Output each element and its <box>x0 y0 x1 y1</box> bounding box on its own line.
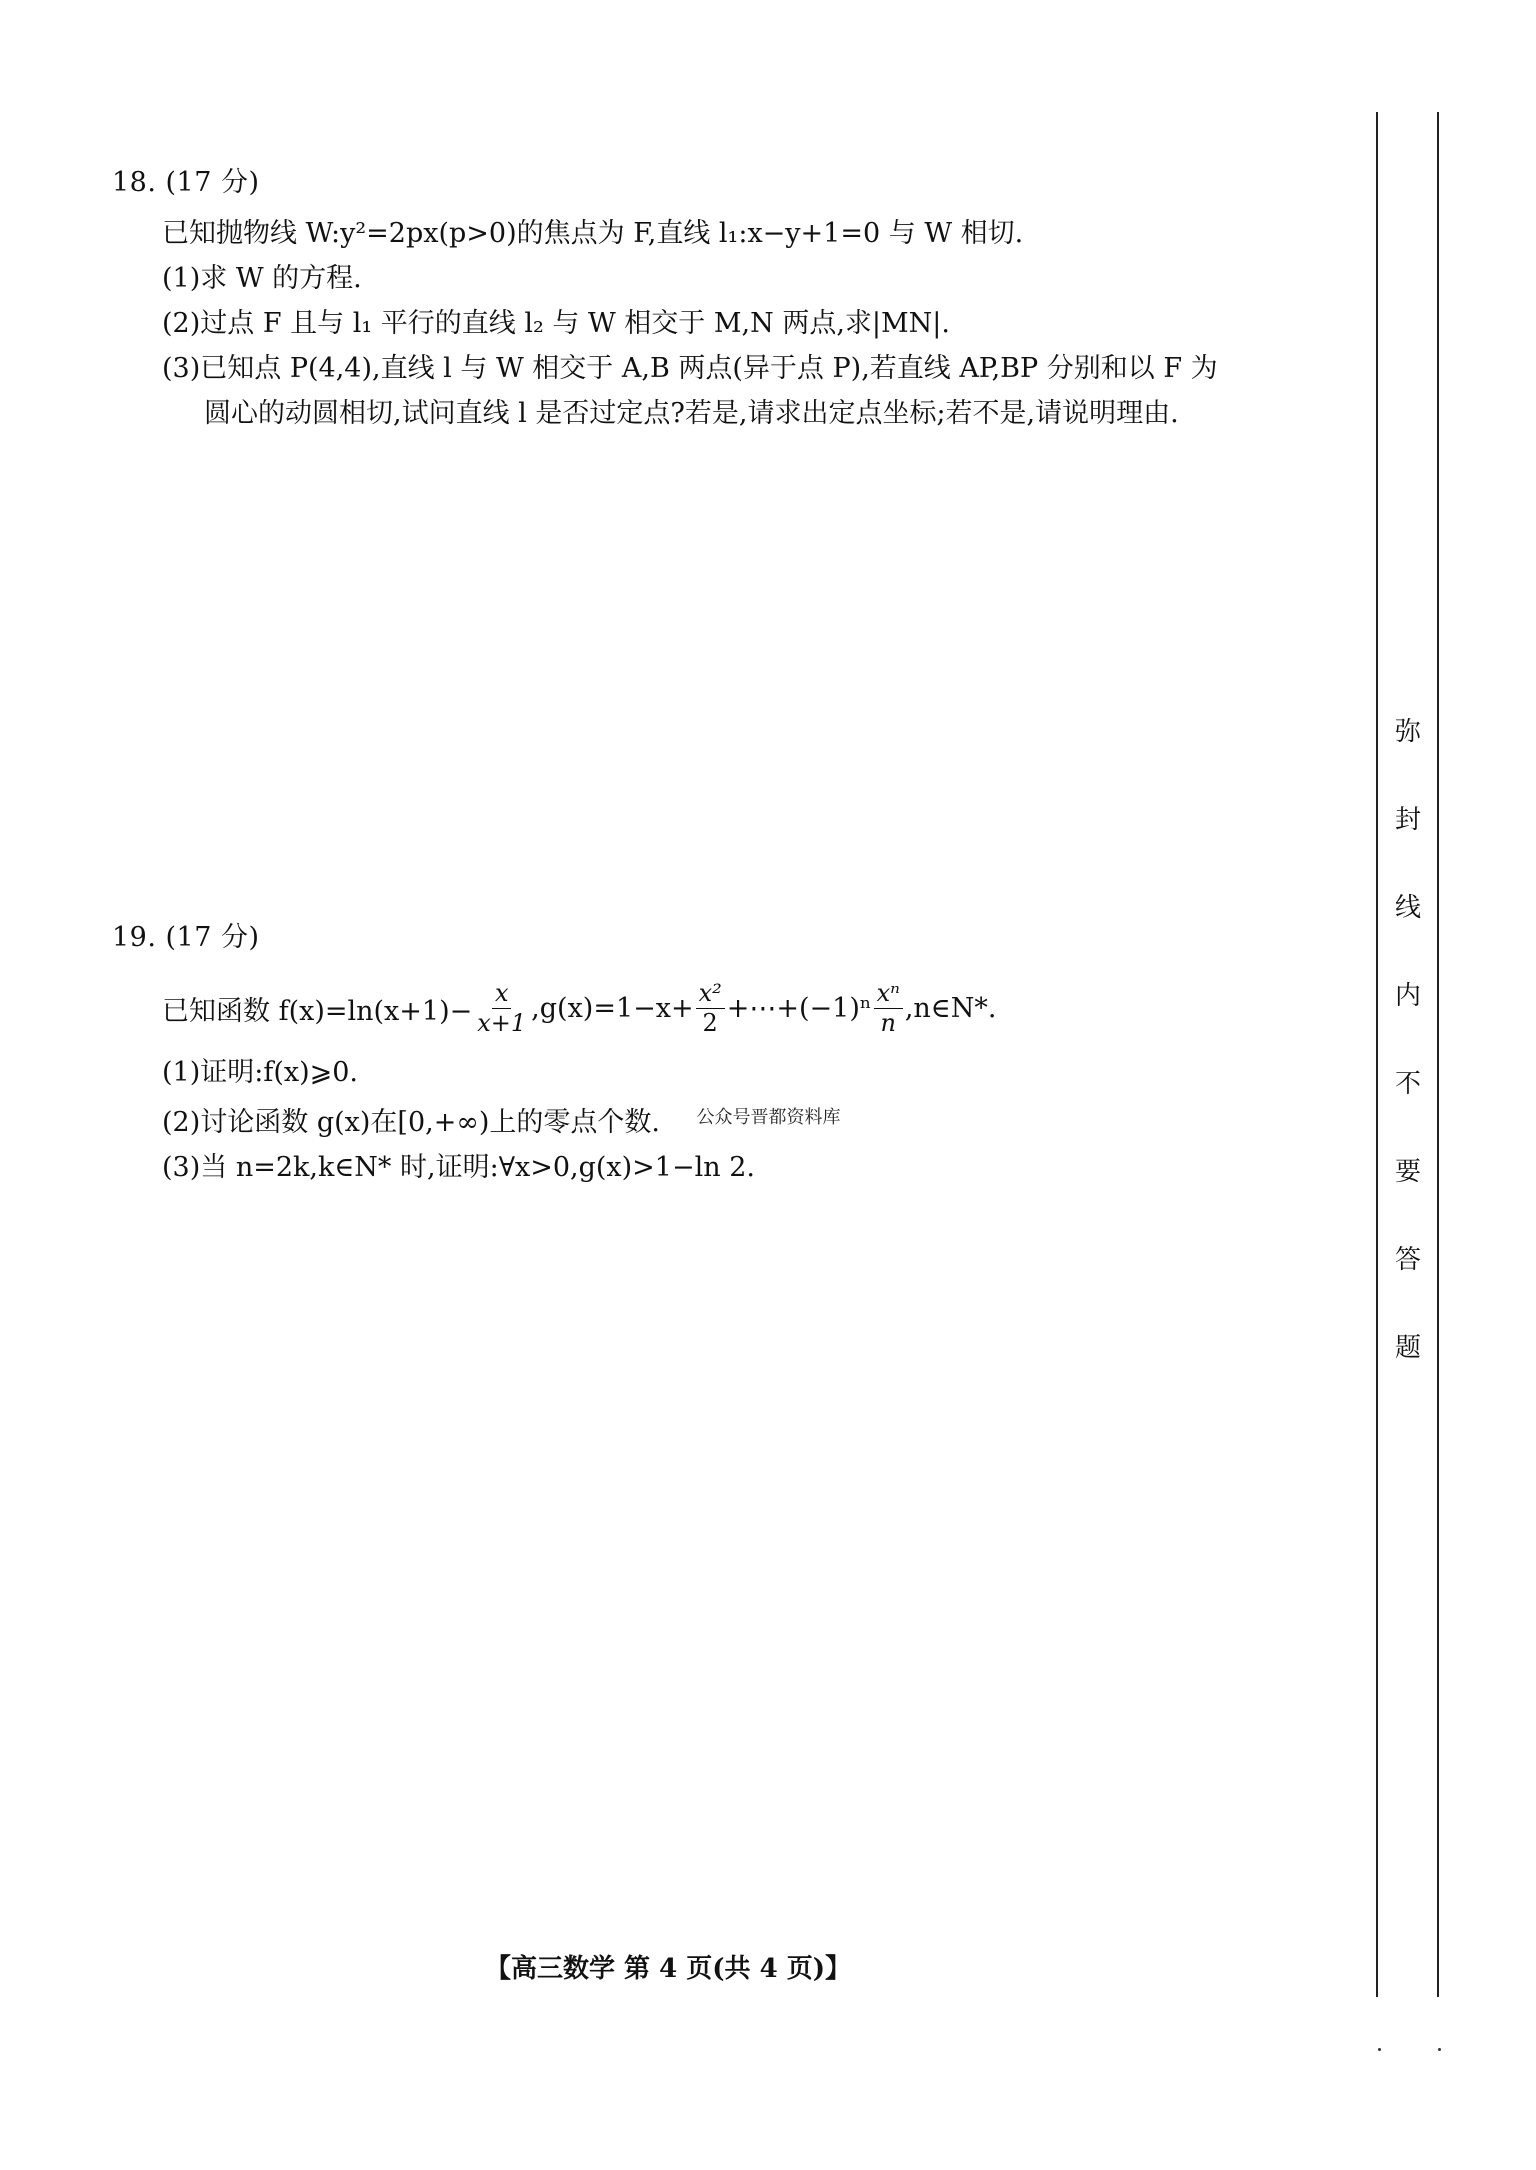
question-18-part-2: (2)过点 F 且与 l₁ 平行的直线 l₂ 与 W 相交于 M,N 两点,求|MN|. <box>162 308 950 339</box>
seal-line-notice <box>1386 712 1430 1416</box>
binding-line-inner <box>1376 112 1378 1997</box>
watermark-text: 公众号晋都资料库 <box>696 1107 841 1128</box>
seal-char: 要 <box>1394 1157 1421 1187</box>
seal-char: 弥 <box>1394 717 1421 747</box>
seal-char: 线 <box>1394 893 1421 923</box>
question-19-part-1: (1)证明:f(x)⩾0. <box>162 1057 359 1088</box>
fraction-denominator: 2 <box>702 1008 718 1037</box>
question-18-part-1: (1)求 W 的方程. <box>162 263 362 294</box>
margin-dot <box>1378 2048 1381 2051</box>
fraction-x-n-over-n <box>874 979 903 1038</box>
fraction-x-over-x-plus-1 <box>474 979 529 1038</box>
question-18 <box>112 160 1332 436</box>
binding-line-outer <box>1437 112 1439 1997</box>
fraction-numerator: x² <box>696 979 725 1009</box>
question-19 <box>112 915 1332 1190</box>
stem-mid-2: +⋯+(−1)ⁿ <box>726 992 872 1024</box>
seal-char: 内 <box>1394 981 1421 1011</box>
question-19-part-2 <box>112 1095 1332 1145</box>
seal-char: 不 <box>1394 1069 1421 1099</box>
fraction-numerator: xⁿ <box>874 979 903 1009</box>
question-19-part-3: (3)当 n=2k,k∈N* 时,证明:∀x>0,g(x)>1−ln 2. <box>162 1152 755 1183</box>
page-footer: 【高三数学 第 4 页(共 4 页)】 <box>484 1954 852 1984</box>
question-18-part-3-line-2: 圆心的动圆相切,试问直线 l 是否过定点?若是,请求出定点坐标;若不是,请说明理由. <box>204 398 1179 429</box>
fraction-numerator: x <box>492 979 512 1009</box>
fraction-denominator: x+1 <box>477 1008 527 1037</box>
margin-dot <box>1438 2048 1441 2051</box>
stem-prefix: 已知函数 f(x)=ln(x+1)− <box>162 995 473 1027</box>
question-19-part-2-text: (2)讨论函数 g(x)在[0,+∞)上的零点个数. <box>162 1107 660 1138</box>
question-18-stem: 已知抛物线 W:y²=2px(p>0)的焦点为 F,直线 l₁:x−y+1=0 与 W 相切. <box>162 218 1024 249</box>
stem-mid: ,g(x)=1−x+ <box>531 992 694 1024</box>
question-18-header: 18. (17 分) <box>112 167 260 198</box>
fraction-denominator: n <box>880 1008 896 1037</box>
question-18-part-3-line-1: (3)已知点 P(4,4),直线 l 与 W 相交于 A,B 两点(异于点 P),若直线 AP,BP 分别和以 F 为 <box>162 353 1218 384</box>
seal-char: 封 <box>1394 805 1421 835</box>
stem-suffix: ,n∈N*. <box>904 992 997 1024</box>
seal-char: 题 <box>1394 1333 1421 1363</box>
question-19-stem <box>112 966 1332 1050</box>
fraction-x-squared-over-2 <box>696 979 725 1038</box>
question-19-header: 19. (17 分) <box>112 922 260 953</box>
seal-char: 答 <box>1394 1245 1421 1275</box>
